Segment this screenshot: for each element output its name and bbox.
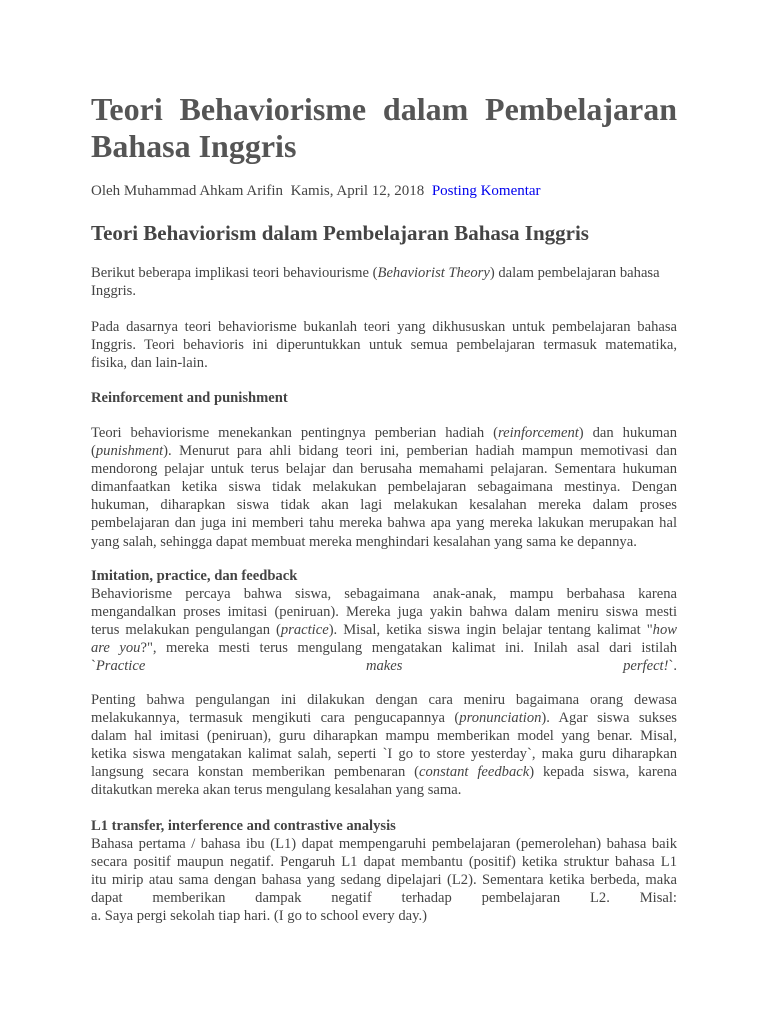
text-line: mendorong pelajar untuk terus belajar dan berusaha memahami pelajaran. Sementara hukuman bbox=[91, 461, 677, 478]
text-line: ditakutkan mereka akan terus mengulang kesalahan yang sama. bbox=[91, 782, 462, 799]
section-heading-reinforcement: Reinforcement and punishment bbox=[91, 390, 288, 406]
text-line: terus melakukan pengulangan (practice). Misal, ketika siswa ingin belajar tentang kalimat "how bbox=[91, 622, 677, 639]
section-heading-imitation: Imitation, practice, dan feedback bbox=[91, 568, 298, 584]
article-title-line-2: Bahasa Inggris bbox=[91, 128, 297, 164]
byline: Oleh Muhammad Ahkam Arifin bbox=[91, 183, 284, 199]
comment-link[interactable]: Posting Komentar bbox=[431, 183, 541, 199]
section-heading-l1-transfer: L1 transfer, interference and contrastive analysis bbox=[91, 818, 396, 834]
text-line: Penting bahwa pengulangan ini dilakukan dengan cara meniru bagaimana orang dewasa bbox=[91, 692, 677, 708]
text-line: secara positif maupun negatif. Pengaruh L1 dapat membantu (positif) ketika struktur bahasa L1 bbox=[91, 854, 677, 871]
text-line: melakukannya, termasuk mengikuti cara pengucapannya (pronunciation). Agar siswa sukses bbox=[91, 710, 677, 727]
text-line: (punishment). Menurut para ahli bidang teori ini, pemberian hadiah mampun memotivasi dan bbox=[91, 443, 677, 460]
text-line: itu mirip atau sama dengan bahasa yang sedang dipelajari (L2). Sementara ketika berbeda, maka bbox=[91, 872, 677, 889]
post-title: Teori Behaviorism dalam Pembelajaran Bahasa Inggris bbox=[91, 221, 589, 245]
text-line: ketika siswa mengatakan kalimat salah, seperti `I go to store yesterday`, maka guru diharapkan bbox=[91, 746, 677, 763]
section-2-paragraph-1 bbox=[91, 585, 677, 675]
text-line: Bahasa pertama / bahasa ibu (L1) dapat mempengaruhi pembelajaran (pemerolehan) bahasa baik bbox=[91, 836, 677, 852]
text-line: are you?", mereka mesti terus mengulang mengatakan kalimat ini. Inilah asal dari istilah bbox=[91, 640, 677, 657]
text-line: Behaviorisme percaya bahwa siswa, sebagaimana anak-anak, mampu berbahasa karena bbox=[91, 586, 677, 602]
intro-paragraph-1 bbox=[91, 264, 677, 300]
text-line: Berikut beberapa implikasi teori behaviourisme (Behaviorist Theory) dalam pembelajaran bahasa bbox=[91, 265, 660, 281]
text-line: langsung secara konstan memberikan pembenaran (constant feedback) kepada siswa, karena bbox=[91, 764, 677, 781]
text-line: fisika, dan lain-lain. bbox=[91, 355, 208, 372]
section-3-paragraph bbox=[91, 835, 677, 925]
intro-paragraph-2 bbox=[91, 318, 677, 372]
text-line: `Practice makes perfect!`. bbox=[91, 658, 677, 675]
text-line: dimanfaatkan ketika siswa tidak melakukan pembelajaran sebagaimana mestinya. Dengan bbox=[91, 479, 677, 496]
post-date: Kamis, April 12, 2018 bbox=[290, 183, 425, 199]
article-title-line-1: Teori Behaviorisme dalam Pembelajaran bbox=[91, 91, 677, 127]
text-line: dalam hal imitasi (peniruan), guru diharapkan mampu memberikan model yang benar. Misal, bbox=[91, 728, 677, 745]
text-line: hukuman, diharapkan siswa tidak akan lagi melakukan kesalahan mereka dalam proses bbox=[91, 497, 677, 514]
text-line: a. Saya pergi sekolah tiap hari. (I go to school every day.) bbox=[91, 908, 427, 925]
section-2-paragraph-2 bbox=[91, 691, 677, 800]
post-meta bbox=[91, 182, 541, 200]
text-line: Teori behaviorisme menekankan pentingnya pemberian hadiah (reinforcement) dan hukuman bbox=[91, 425, 677, 441]
article-title bbox=[91, 91, 677, 165]
text-line: yang salah, sehingga dapat membuat mereka menghindari kesalahan yang sama ke depannya. bbox=[91, 533, 637, 550]
text-line: dapat memberikan dampak negatif terhadap pembelajaran L2. Misal: bbox=[91, 890, 677, 907]
text-line: mengandalkan proses imitasi (peniruan). Mereka juga yakin bahwa dalam meniru siswa mesti bbox=[91, 604, 677, 621]
text-line: pembelajaran dan juga ini memberi tahu mereka bahwa apa yang mereka lakukan merupakan hal bbox=[91, 515, 677, 532]
text-line: Inggris. bbox=[91, 283, 136, 300]
section-1-paragraph bbox=[91, 424, 677, 551]
text-line: Inggris. Teori behavioris ini diperuntukkan untuk semua pembelajaran termasuk matematika, bbox=[91, 337, 677, 354]
text-line: Pada dasarnya teori behaviorisme bukanlah teori yang dikhususkan untuk pembelajaran bahasa bbox=[91, 319, 677, 335]
